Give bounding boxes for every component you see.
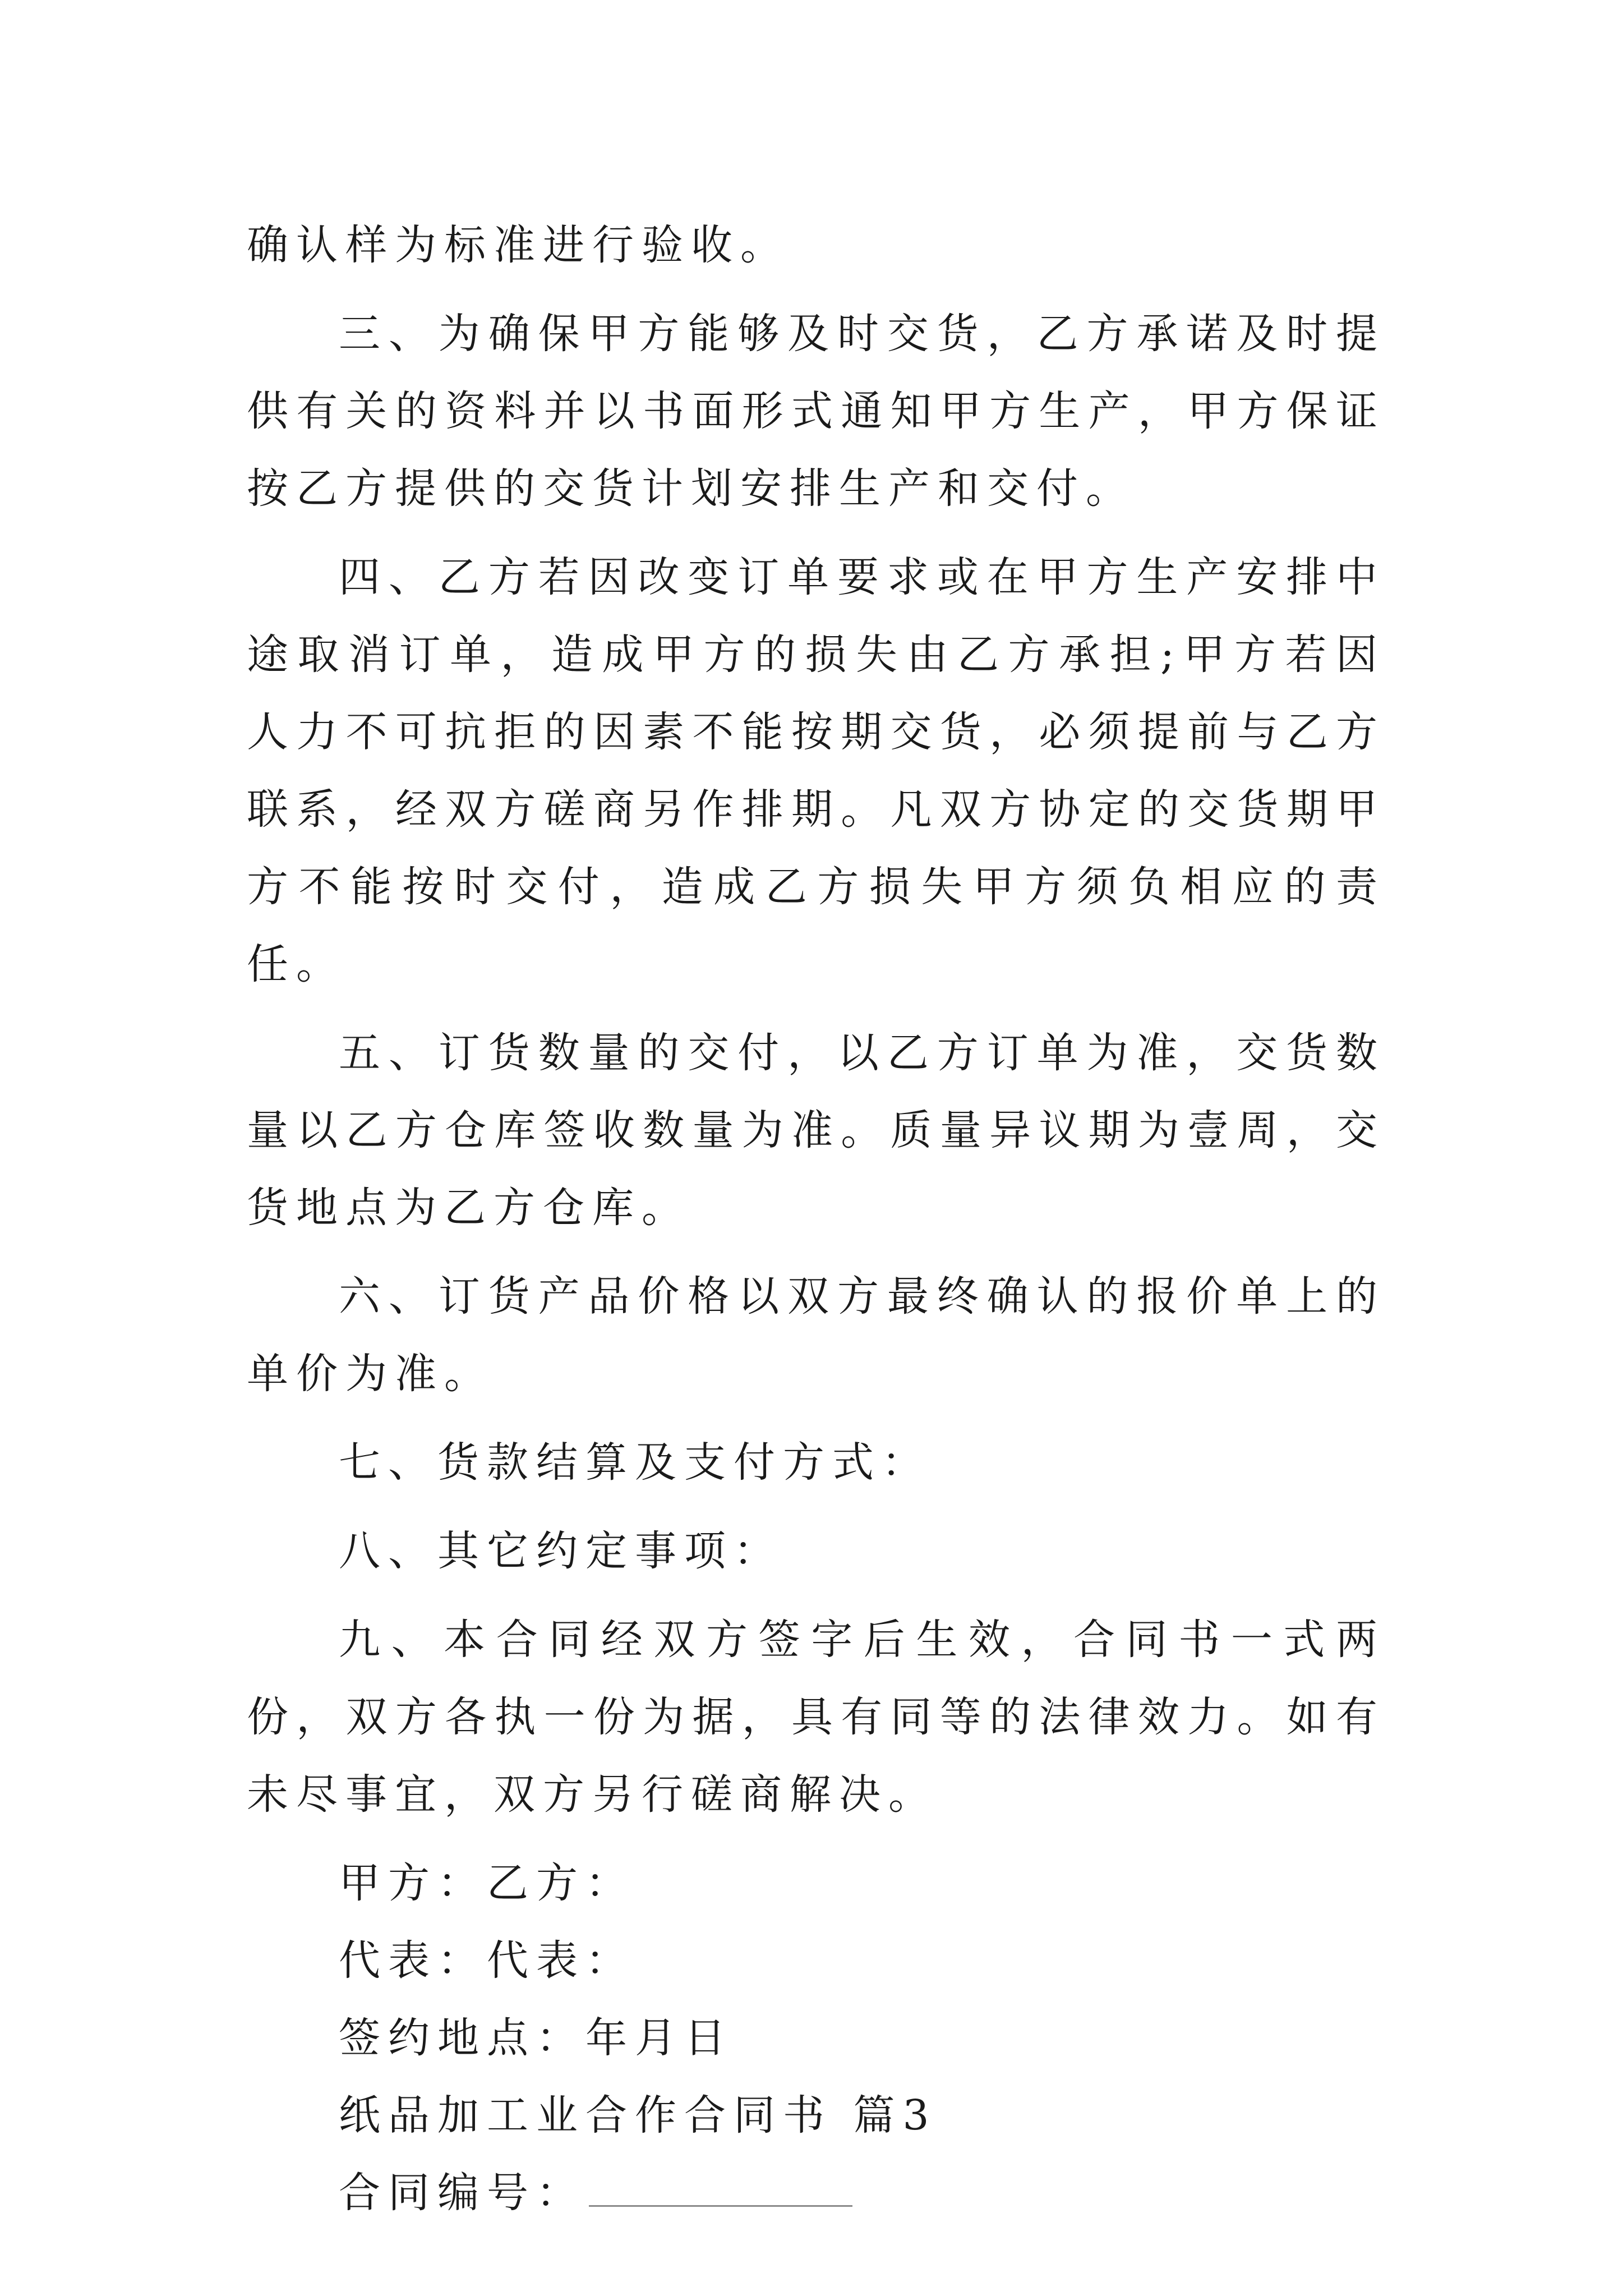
document-body (247, 206, 1385, 2231)
signing-place-date-line: 签约地点：年月日 (339, 2014, 734, 2062)
contract-number-line (247, 2154, 1385, 2231)
signature-party-line: 甲方：乙方： (339, 1859, 635, 1907)
paragraph-clause-7: 七、货款结算及支付方式： (339, 1438, 931, 1487)
paragraph-clause-4: 四、乙方若因改变订单要求或在甲方生产安排中途取消订单，造成甲方的损失由乙方承担;甲方若因人力不可抗拒的因素不能按期交货，必须提前与乙方联系，经双方磋商另作排期。凡双方协定的交货期甲方不能按时交付，造成乙方损失甲方须负相应的责任。 (247, 553, 1385, 988)
paragraph-clause-5: 五、订货数量的交付，以乙方订单为准，交货数量以乙方仓库签收数量为准。质量异议期为壹周，交货地点为乙方仓库。 (247, 1029, 1385, 1232)
section-heading: 纸品加工业合作合同书 篇3 (339, 2091, 937, 2139)
contract-number-label: 合同编号： (339, 2169, 585, 2217)
paragraph-clause-8: 八、其它约定事项： (339, 1527, 783, 1575)
contract-number-blank (589, 2169, 852, 2207)
paragraph-clause-3: 三、为确保甲方能够及时交货，乙方承诺及时提供有关的资料并以书面形式通知甲方生产，甲方保证按乙方提供的交货计划安排生产和交付。 (247, 310, 1385, 513)
signature-representative-line: 代表：代表： (339, 1936, 635, 1985)
paragraph-continuation: 确认样为标准进行验收。 (247, 221, 790, 269)
paragraph-clause-6: 六、订货产品价格以双方最终确认的报价单上的单价为准。 (247, 1272, 1385, 1398)
paragraph-clause-9: 九、本合同经双方签字后生效，合同书一式两份，双方各执一份为据，具有同等的法律效力。如有未尽事宜，双方另行磋商解决。 (247, 1616, 1385, 1819)
